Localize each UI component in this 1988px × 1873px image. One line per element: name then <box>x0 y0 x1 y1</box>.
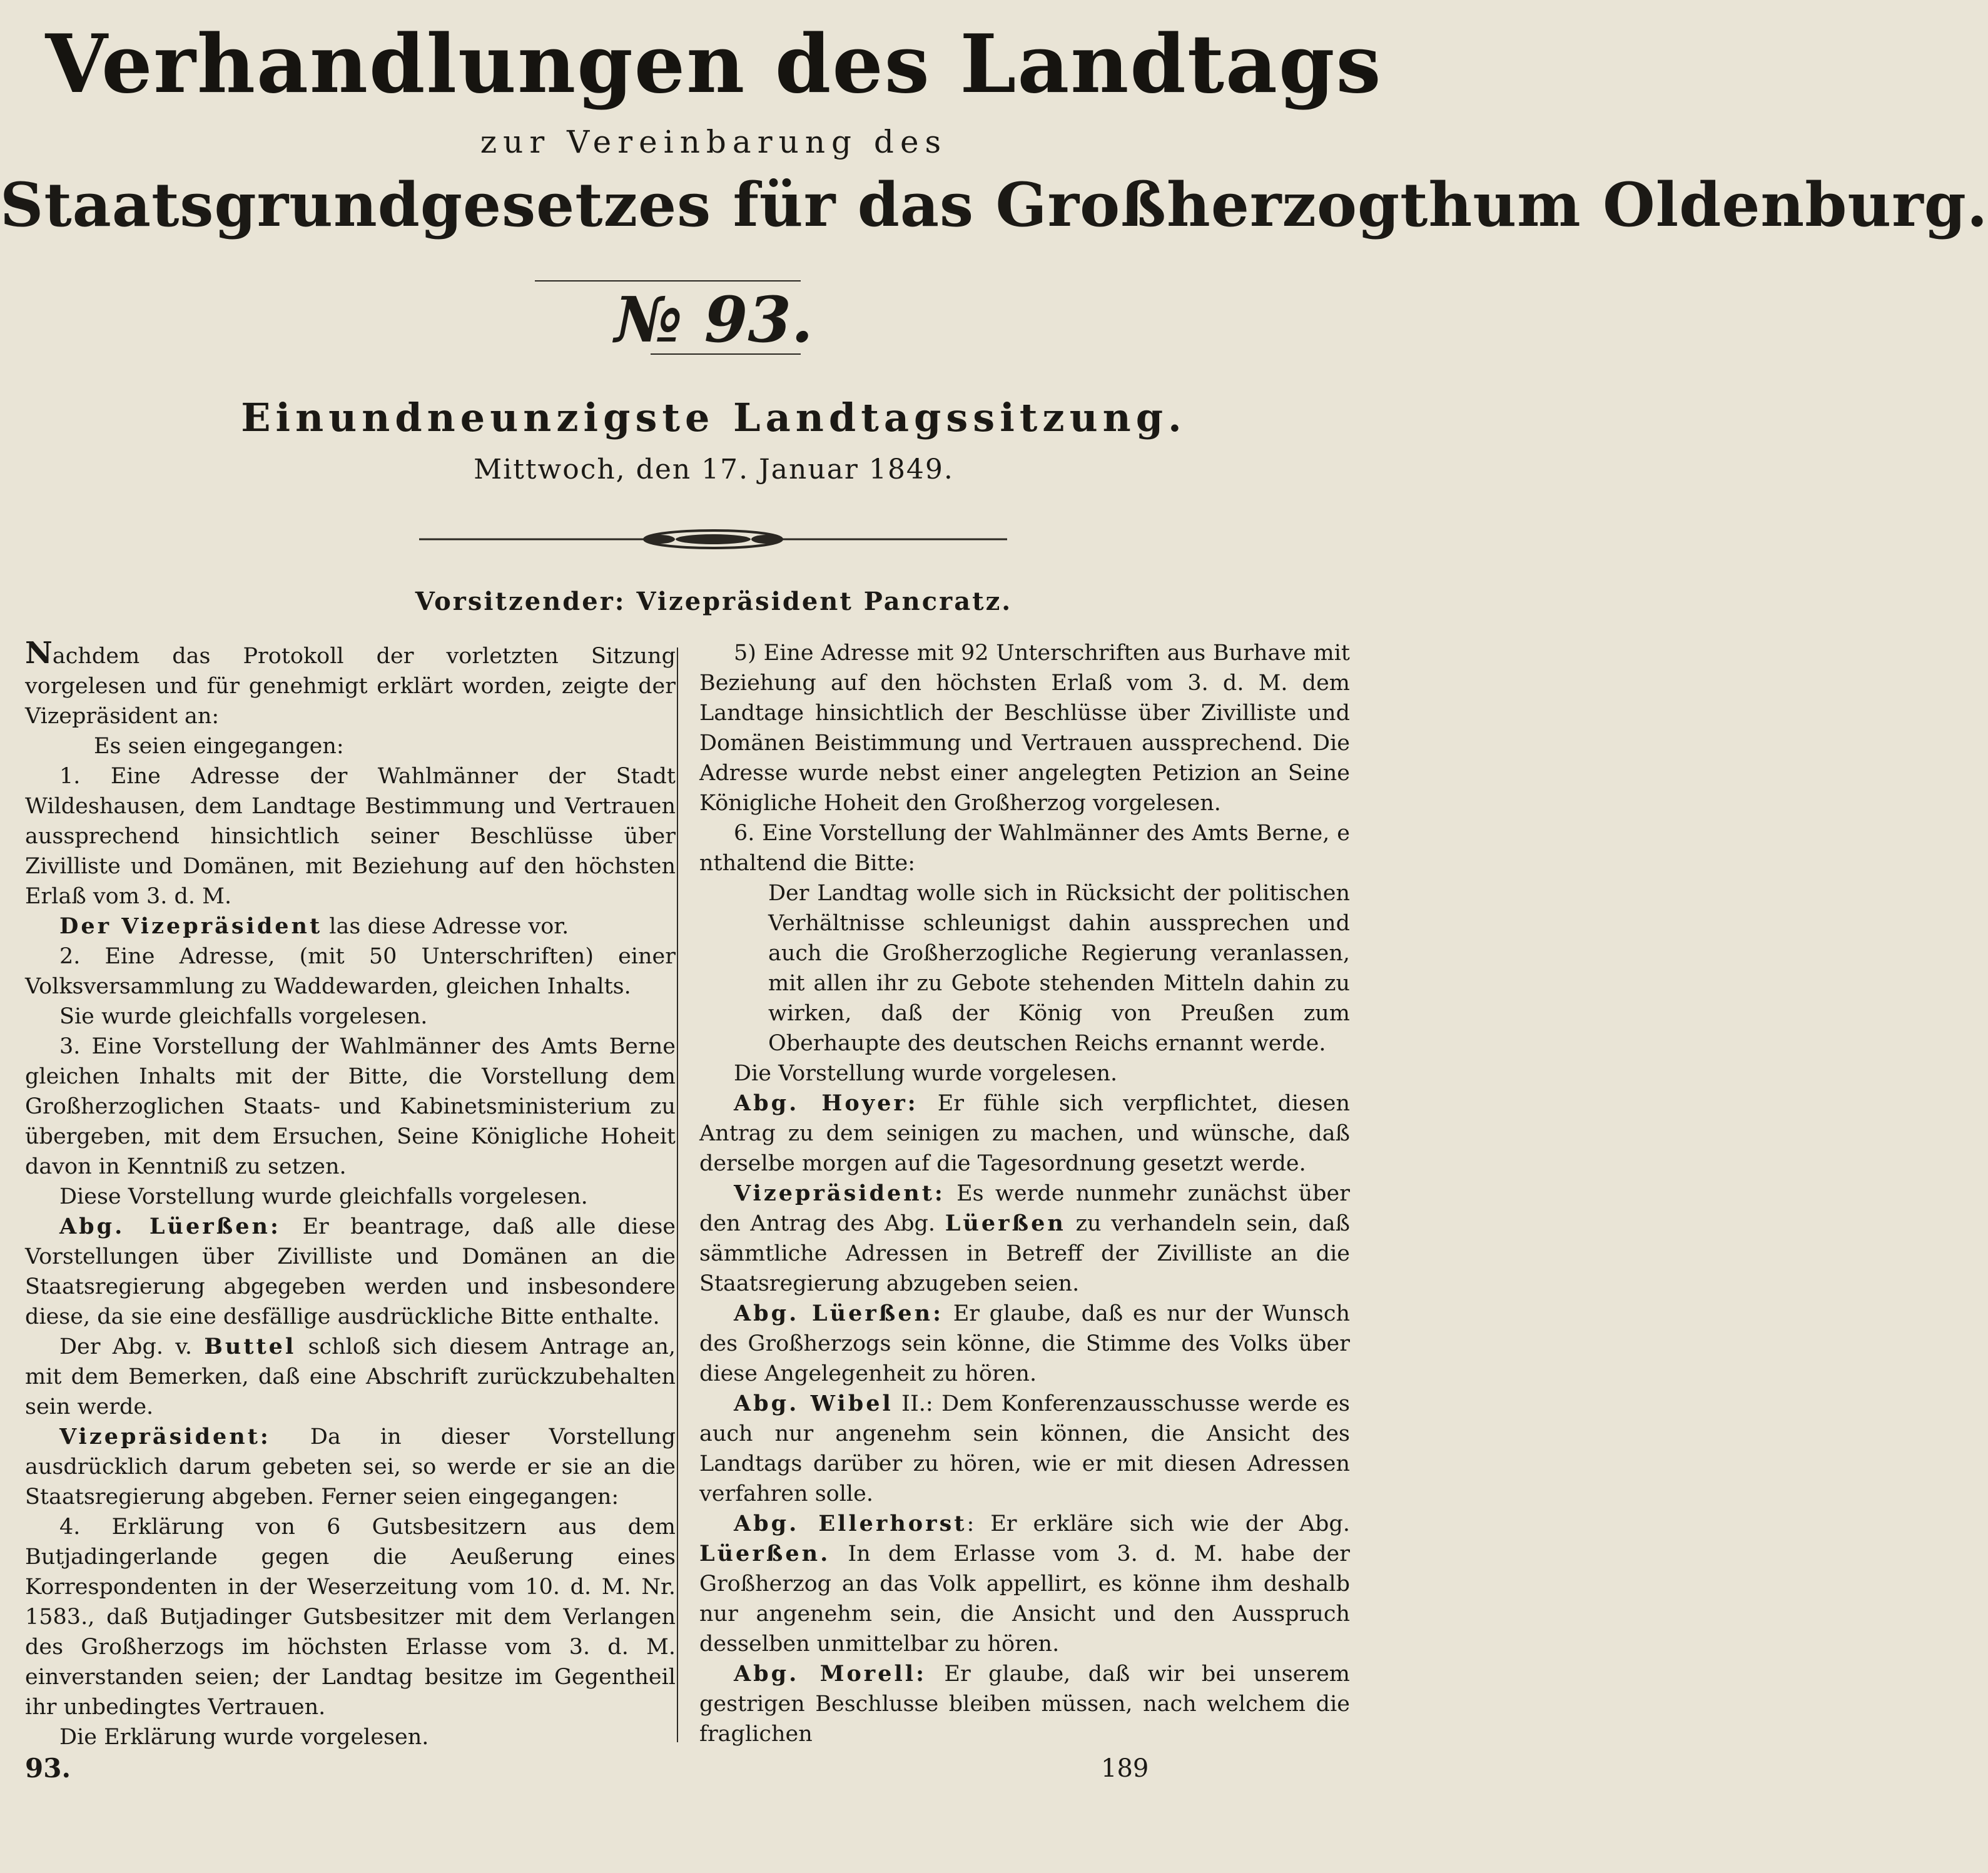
ornament-divider <box>419 520 1007 558</box>
paragraph-text: Er fühle sich verpflichtet, diesen Antrag zu dem seinigen zu machen, und wünsche, daß derselbe morgen auf die Tagesordnung gesetzt werde. <box>699 1091 1350 1176</box>
paragraph <box>25 911 676 942</box>
paragraph-text: zu verhandeln sein, daß sämmtliche Adressen in Betreff der Zivilliste an die Staatsregierung abzugeben seien. <box>699 1211 1350 1296</box>
speaker-label: Abg. Lüerßen: <box>59 1214 281 1239</box>
speaker-label: Abg. Hoyer: <box>734 1090 918 1116</box>
paragraph <box>699 1509 1350 1659</box>
paragraph: 6. Eine Vorstellung der Wahlmänner des Amts Berne, e nthaltend die Bitte: <box>699 821 1350 876</box>
paragraph: 1. Eine Adresse der Wahlmänner der Stadt Wildeshausen, dem Landtage Bestimmung und Vertrauen aussprechend hinsichtlich seiner Beschlüsse über Zivilliste und Domänen, mit Beziehung auf den höchsten Erlaß vom 3. d. M. <box>25 764 676 909</box>
speaker-label: Abg. Lüerßen: <box>734 1301 944 1326</box>
speaker-label: Der Vizepräsident <box>59 913 323 939</box>
paragraph-text: achdem das Protokoll der vorletzten Sitzung vorgelesen und für genehmigt erklärt worden, zeigte der Vizepräsident an: <box>25 644 676 729</box>
paragraph: Die Vorstellung wurde vorgelesen. <box>734 1061 1118 1086</box>
paragraph-text: II.: Dem Konferenzausschusse werde es auch nur angenehm sein können, die Ansicht des Landtags darüber zu hören, wie er mit diesen Adressen verfahren solle. <box>699 1391 1350 1506</box>
paragraph: 2. Eine Adresse, (mit 50 Unterschriften) einer Volksversammlung zu Waddewarden, gleichen Inhalts. <box>25 944 676 999</box>
masthead-subtitle: zur Vereinbarung des <box>480 124 948 160</box>
speaker-label: Vizepräsident: <box>734 1180 945 1206</box>
issue-rule-bottom <box>651 353 801 355</box>
paragraph: Es seien eingegangen: <box>94 734 344 759</box>
masthead-title: Verhandlungen des Landtags <box>45 18 1382 111</box>
paragraph-text: schloß sich diesem Antrage an, mit dem Bemerken, daß eine Abschrift zurückzubehalten sein werde. <box>25 1334 676 1419</box>
paragraph <box>25 638 676 731</box>
speaker-label: Lüerßen <box>945 1211 1066 1236</box>
quoted-petition: Der Landtag wolle sich in Rücksicht der politischen Verhältnisse schleunigst dahin aussprechen und auch die Großherzogliche Regierung veranlassen, mit allen ihr zu Gebote stehenden Mitteln dahin zu wirken, daß der König von Preußen zum Oberhaupte des deutschen Reichs ernannt werde. <box>768 881 1350 1056</box>
paragraph: 3. Eine Vorstellung der Wahlmänner des Amts Berne gleichen Inhalts mit der Bitte, die Vorstellung dem Großherzoglichen Staats- und Kabinetsministerium zu übergeben, mit dem Ersuchen, Seine Königliche Hoheit davon in Kenntniß zu setzen. <box>25 1034 676 1179</box>
speaker-label: Abg. Ellerhorst <box>734 1511 967 1536</box>
paragraph: Die Erklärung wurde vorgelesen. <box>59 1725 429 1750</box>
speaker-label: Abg. Morell: <box>734 1661 927 1687</box>
paragraph <box>699 1089 1350 1179</box>
paragraph: 4. Erklärung von 6 Gutsbesitzern aus dem Butjadingerlande gegen die Aeußerung eines Korrespondenten in der Weserzeitung vom 10. d. M. Nr. 1583., daß Butjadinger Gutsbesitzer mit dem Verlangen des Großherzogs im höchsten Erlasse vom 3. d. M. einverstanden seien; der Landtag besitze im Gegentheil ihr unbedingtes Vertrauen. <box>25 1515 676 1720</box>
paragraph-text: las diese Adresse vor. <box>322 914 569 939</box>
paragraph-text: : Er erkläre sich wie der Abg. <box>966 1511 1350 1536</box>
session-title: Einundneunzigste Landtagssitzung. <box>241 395 1187 440</box>
paragraph <box>699 1179 1350 1299</box>
issue-number: № 93. <box>614 283 813 357</box>
speaker-label: Buttel <box>204 1334 297 1359</box>
paragraph: Diese Vorstellung wurde gleichfalls vorgelesen. <box>59 1184 588 1209</box>
session-date: Mittwoch, den 17. Januar 1849. <box>474 454 954 485</box>
paragraph <box>25 1332 676 1422</box>
paragraph-text: Er beantrage, daß alle diese Vorstellungen über Zivilliste und Domänen an die Staatsregierung abgegeben werden und insbesondere diese, da sie eine desfällige ausdrückliche Bitte enthalte. <box>25 1214 676 1329</box>
issue-footer-mark: 93. <box>25 1753 71 1784</box>
paragraph <box>699 1299 1350 1389</box>
issue-rule-top <box>535 280 801 282</box>
paragraph-text: Er glaube, daß es nur der Wunsch des Großherzogs sein könne, die Stimme des Volks über diese Angelegenheit zu hören. <box>699 1301 1350 1386</box>
masthead-title-2: Staatsgrundgesetzes für das Großherzogthum Oldenburg. <box>0 170 1988 240</box>
drop-cap: N <box>25 636 53 671</box>
paragraph <box>699 1659 1350 1749</box>
speaker-label: Lüerßen. <box>699 1541 831 1566</box>
column-divider <box>677 647 678 1742</box>
paragraph-text: Er glaube, daß wir bei unserem gestrigen Beschlusse bleiben müssen, nach welchem die fraglichen <box>699 1662 1350 1747</box>
page-number: 189 <box>1101 1754 1149 1783</box>
left-column <box>25 638 676 1752</box>
speaker-label: Abg. Wibel <box>734 1391 893 1416</box>
paragraph-text: Da in dieser Vorstellung ausdrücklich darum gebeten sei, so werde er sie an die Staatsregierung abgeben. Ferner seien eingegangen: <box>25 1424 676 1510</box>
paragraph <box>699 1389 1350 1509</box>
paragraph-text: In dem Erlasse vom 3. d. M. habe der Großherzog an das Volk appellirt, es könne ihm deshalb nur angenehm sein, die Ansicht und den Ausspruch desselben unmittelbar zu hören. <box>699 1541 1350 1657</box>
paragraph-text: Es werde nunmehr zunächst über den Antrag des Abg. <box>699 1181 1350 1236</box>
paragraph: Sie wurde gleichfalls vorgelesen. <box>59 1004 428 1029</box>
paragraph-text: Der Abg. v. <box>59 1334 205 1359</box>
speaker-label: Vizepräsident: <box>59 1424 271 1449</box>
right-column <box>699 638 1350 1749</box>
paragraph <box>25 1212 676 1332</box>
chair-line: Vorsitzender: Vizepräsident Pancratz. <box>415 587 1013 616</box>
paragraph <box>25 1422 676 1512</box>
paragraph: 5) Eine Adresse mit 92 Unterschriften aus Burhave mit Beziehung auf den höchsten Erlaß vom 3. d. M. dem Landtage hinsichtlich der Beschlüsse über Zivilliste und Domänen Beistimmung und Vertrauen aussprechend. Die Adresse wurde nebst einer angelegten Petizion an Seine Königliche Hoheit den Großherzog vorgelesen. <box>699 641 1350 816</box>
